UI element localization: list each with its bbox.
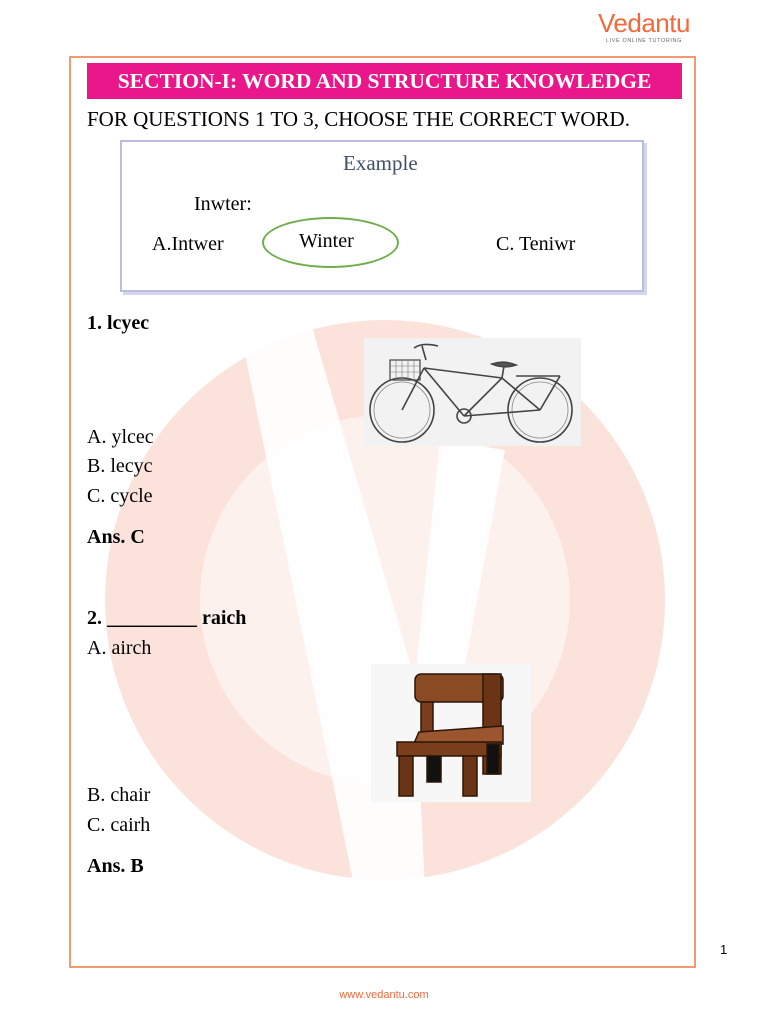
question-1-option-c: C. cycle xyxy=(87,485,153,507)
question-1-prompt: 1. lcyec xyxy=(87,312,150,334)
example-option-b: Winter xyxy=(299,230,354,252)
question-1-answer: Ans. C xyxy=(87,526,145,548)
example-option-a: A.Intwer xyxy=(152,233,224,255)
example-jumbled-word: Inwter: xyxy=(194,193,252,215)
example-title: Example xyxy=(343,151,418,175)
question-2-answer: Ans. B xyxy=(87,855,144,877)
question-2-option-b: B. chair xyxy=(87,784,151,806)
example-option-c: C. Teniwr xyxy=(496,233,576,255)
bicycle-image xyxy=(364,338,581,446)
question-2-prompt: 2. _________ raich xyxy=(87,607,247,629)
vedantu-logo xyxy=(598,8,690,48)
question-1-option-a: A. ylcec xyxy=(87,426,154,448)
chair-image xyxy=(371,664,531,802)
logo-wordmark: Vedantu xyxy=(598,8,690,38)
question-1-option-b: B. lecyc xyxy=(87,455,153,477)
instruction-text: FOR QUESTIONS 1 TO 3, CHOOSE THE CORRECT WORD. xyxy=(87,107,630,131)
question-2-option-a: A. airch xyxy=(87,637,152,659)
question-2-option-c: C. cairh xyxy=(87,814,151,836)
footer-url[interactable]: www.vedantu.com xyxy=(339,989,429,1001)
section-header: SECTION-I: WORD AND STRUCTURE KNOWLEDGE xyxy=(87,63,682,99)
logo-tagline: LIVE ONLINE TUTORING xyxy=(606,38,682,44)
page-number: 1 xyxy=(720,942,728,957)
